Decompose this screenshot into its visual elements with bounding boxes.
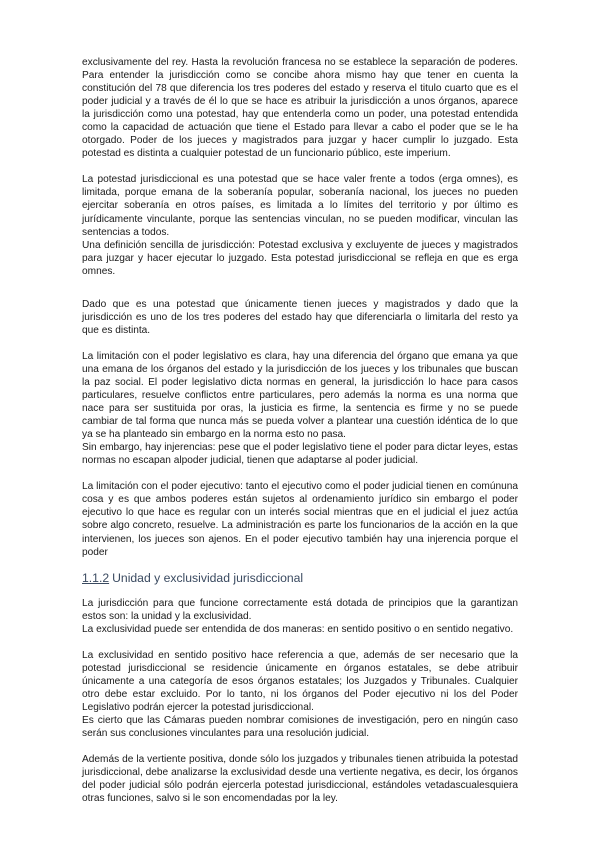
paragraph-positive-exclusivity: La exclusividad en sentido positivo hace referencia a que, además de ser necesario que la potestad jurisdiccional se residencie únicamente en órganos estatales, se debe atribuir únicamente a una categoría de esos órganos estatales; los Juzgados y Tribunales. Cualquier otro debe estar excluido. Por lo tanto, ni los órganos del Poder ejecutivo ni los del Poder Legislativo podrán ejercer la potestad jurisdiccional. xyxy=(82,649,518,713)
paragraph-erga-omnes: La potestad jurisdiccional es una potestad que se hace valer frente a todos (erga omnes), es limitada, porque emana de la soberanía popular, soberanía nacional, los jueces no pueden ejercitar soberanía en otros países, es limitada a lo límites del territorio y por último es jurídicamente vinculante, porque las sentencias vinculan, no se pueden modificar, vinculan las sentencias a todos. xyxy=(82,174,518,238)
document-page xyxy=(82,56,518,805)
paragraph-legislative-interference: Sin embargo, hay injerencias: pese que el poder legislativo tiene el poder para dictar leyes, estas normas no escapan alpoder judicial, tienen que adaptarse al poder judicial. xyxy=(82,442,518,467)
section-heading xyxy=(82,570,518,586)
section-title: Unidad y exclusividad jurisdiccional xyxy=(112,570,304,585)
paragraph-legislative-limit: La limitación con el poder legislativo es clara, hay una diferencia del órgano que emana ya que una emana de los órganos del estado y la jurisdicción de los jueces y los tribunales que buscan la paz social. El poder legislativo dicta normas en general, la jurisdicción lo hace para casos particulares, resuelve conflictos entre particulares, pero además la norma es una norma que nace para ser sustituida por oras, la justicia es firme, la sentencia es firme y no se puede cambiar de tal forma que nunca más se pueda volver a plantear una cuestión idéntica de lo que ya se ha planteado sin embargo en la norma esto no pasa. xyxy=(82,350,518,441)
paragraph-executive-limit: La limitación con el poder ejecutivo: tanto el ejecutivo como el poder judicial tienen en comúnuna cosa y es que ambos poderes están sujetos al ordenamiento jurídico sin embargo el poder ejecutivo lo que hace es regular con un interés social mientras que en el judicial el juez actúa sobre algo concreto, resuelve. La administración es parte los funcionarios de la acción en la que intervienen, los jueces son ajenos. En el poder ejecutivo también hay una injerencia porque el poder xyxy=(82,481,518,558)
paragraph-commissions: Es cierto que las Cámaras pueden nombrar comisiones de investigación, pero en ningún caso serán sus conclusiones vinculantes para una resolución judicial. xyxy=(82,714,518,740)
section-number: 1.1.2 xyxy=(82,570,110,585)
paragraph-exclusivity-meanings: La exclusividad puede ser entendida de dos maneras: en sentido positivo o en sentido negativo. xyxy=(82,623,514,635)
paragraph-definition: Una definición sencilla de jurisdicción: Potestad exclusiva y excluyente de jueces y magistrados para juzgar y hacer ejecutar lo juzgado. Esta potestad jurisdiccional se refleja en que es erga omnes. xyxy=(82,239,518,277)
paragraph-jurisdiction-history: exclusivamente del rey. Hasta la revolución francesa no se establece la separación de poderes. Para entender la jurisdicción como se concibe ahora mismo hay que tener en cuenta la constitución del 78 que diferencia los tres poderes del estado y reserva el titulo cuarto que es el poder judicial y a través de él lo que se hace es atribuir la jurisdicción a unos órganos, aparece la jurisdicción como una potestad, hay que entenderla como un poder, una potestad entendida como la capacidad de actuación que tiene el Estado para llevar a cabo el poder que se le ha otorgado. Poder de los jueces y magistrados para juzgar y hacer cumplir lo juzgado. Esta potestad es distinta a cualquier potestad de un funcionario público, este imperium. xyxy=(82,57,518,160)
paragraph-principles: La jurisdicción para que funcione correctamente está dotada de principios que la garantizan estos son: la unidad y la exclusividad. xyxy=(82,597,518,622)
paragraph-limits-intro: Dado que es una potestad que únicamente tienen jueces y magistrados y dado que la jurisdicción es uno de los tres poderes del estado hay que diferenciarla o limitarla del resto ya que es distinta. xyxy=(82,298,518,336)
paragraph-negative-exclusivity: Además de la vertiente positiva, donde sólo los juzgados y tribunales tienen atribuida la potestad jurisdiccional, debe analizarse la exclusividad desde una vertiente negativa, es decir, los órganos del poder judicial sólo podrán ejercerla potestad jurisdiccional, estándoles vetadascualesquiera otras funciones, salvo si le son encomendadas por la ley. xyxy=(82,754,518,805)
